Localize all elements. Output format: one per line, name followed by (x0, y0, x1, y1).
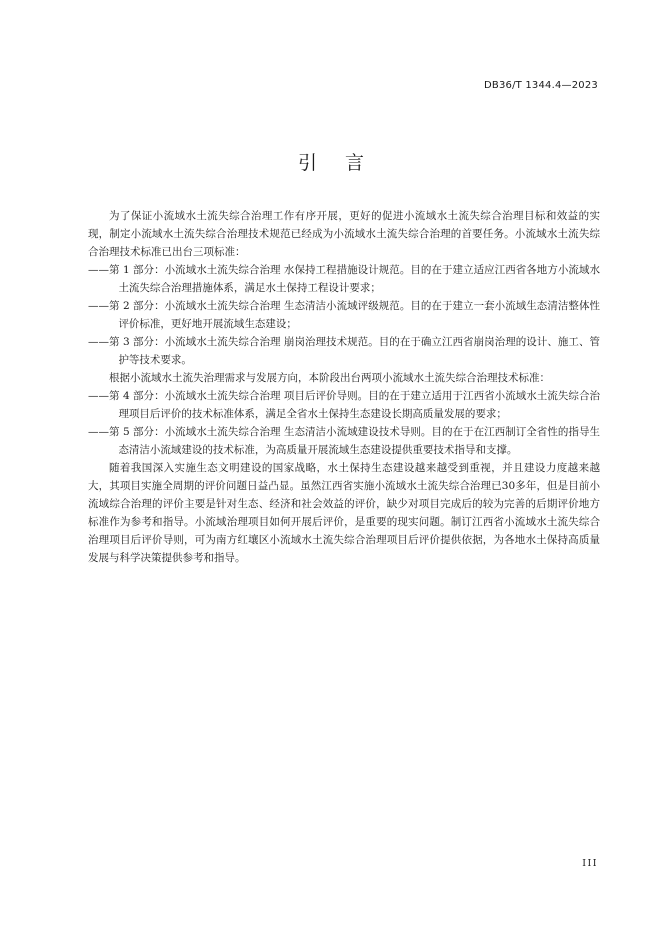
part-3-item: ——第 3 部分：小流域水土流失综合治理 崩岗治理技术规范。目的在于确立江西省崩岗治理的设计、施工、管护等技术要求。 (88, 336, 600, 366)
page-number: III (582, 858, 598, 869)
part-4-item: ——第 4 部分：小流域水土流失综合治理 项目后评价导则。目的在于建立适用于江西省小流域水土流失综合治理项目后评价的技术标准体系，满足全省水土保持生态建设长期高质量发展的要求； (88, 390, 600, 420)
part-1-item: ——第 1 部分：小流域水土流失综合治理 水保持工程措施设计规范。目的在于建立适应江西省各地方小流域水土流失综合治理措施体系，满足水土保持工程设计要求； (88, 264, 600, 294)
background-paragraph: 随着我国深入实施生态文明建设的国家战略，水土保持生态建设越来越受到重视，并且建设力度越来越大，其项目实施全周期的评价问题日益凸显。虽然江西省实施小流域水土流失综合治理已30多年，但是目前小流域综合治理的评价主要是针对生态、经济和社会效益的评价，缺少对项目完成后的较为完善的后期评价地方标准作为参考和指导。小流域治理项目如何开展后评价，是重要的现实问题。制订江西省小流域水土流失综合治理项目后评价导则，可为南方红壤区小流域水土流失综合治理项目后评价提供依据，为各地水土保持高质量发展与科学决策提供参考和指导。 (88, 462, 600, 564)
section-title: 引言 (297, 152, 392, 174)
standard-code: DB36/T 1344.4—2023 (484, 80, 598, 91)
part-5-item: ——第 5 部分：小流域水土流失综合治理 生态清洁小流域建设技术导则。目的在于在江西制订全省性的指导生态清洁小流域建设的技术标准，为高质量开展流域生态建设提供重要技术指导和支撑。 (88, 426, 600, 456)
stage-paragraph: 根据小流域水土流失治理需求与发展方向，本阶段出台两项小流域水土流失综合治理技术标准： (109, 372, 550, 384)
body-text (88, 207, 600, 567)
part-2-item: ——第 2 部分：小流域水土流失综合治理 生态清洁小流域评级规范。目的在于建立一套小流域生态清洁整体性评价标准，更好地开展流域生态建设； (88, 300, 600, 330)
intro-paragraph: 为了保证小流域水土流失综合治理工作有序开展，更好的促进小流域水土流失综合治理目标和效益的实现，制定小流域水土流失综合治理技术规范已经成为小流域水土流失综合治理的首要任务。小流域水土流失综合治理技术标准已出台三项标准： (88, 210, 600, 258)
